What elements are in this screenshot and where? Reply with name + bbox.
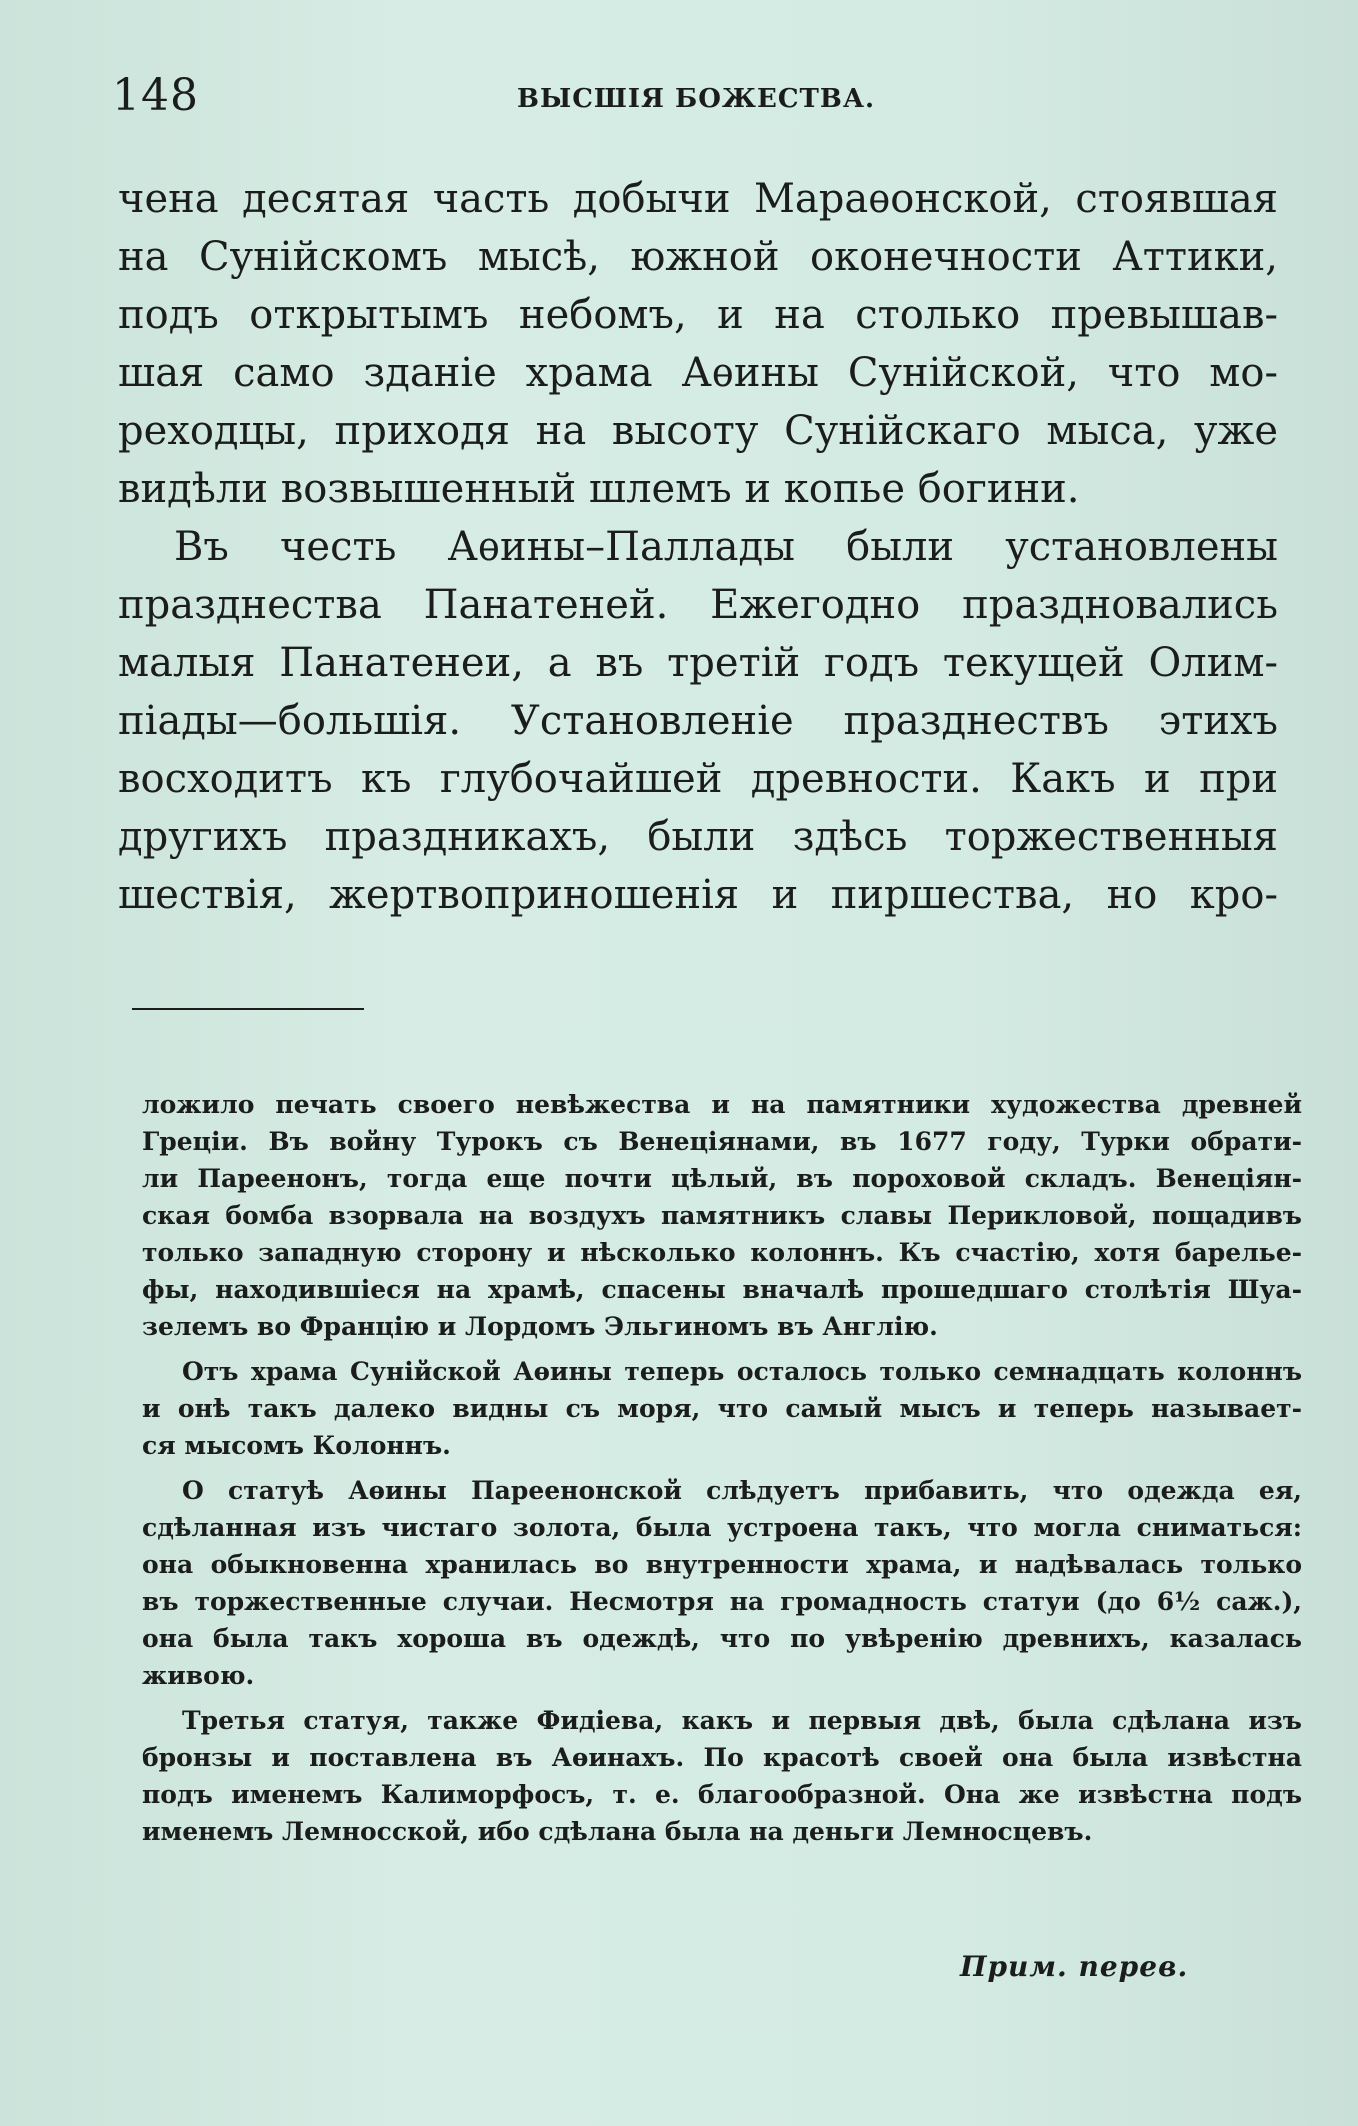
footnote-line: О статуѣ Аѳины Пареенонской слѣдуетъ прибавить, что одежда ея,	[182, 1476, 1302, 1505]
footnote-line: Отъ храма Сунійской Аѳины теперь осталось только семнадцать колоннъ	[182, 1357, 1302, 1386]
footnotes	[142, 1086, 1302, 1858]
text-line: видѣли возвышенный шлемъ и копье богини.	[118, 466, 1080, 512]
footnote-line: зелемъ во Францію и Лордомъ Эльгиномъ въ Англію.	[142, 1312, 938, 1341]
text-line: чена десятая часть добычи Мараѳонской, стоявшая	[118, 176, 1278, 222]
running-title: ВЫСШІЯ БОЖЕСТВА.	[517, 84, 876, 114]
text-line: малыя Панатенеи, а въ третій годъ текущей Олим-	[118, 640, 1278, 686]
footnote-line: только западную сторону и нѣсколько колоннъ. Къ счастію, хотя барелье-	[142, 1238, 1302, 1267]
footnote-line: ская бомба взорвала на воздухъ памятникъ славы Перикловой, пощадивъ	[142, 1201, 1302, 1230]
text-line: піады—большія. Установленіе празднествъ этихъ	[118, 698, 1278, 744]
footnote-2	[142, 1353, 1302, 1464]
footnote-line: сдѣланная изъ чистаго золота, была устроена такъ, что могла сниматься:	[142, 1513, 1302, 1542]
text-line: подъ открытымъ небомъ, и на столько превышав-	[118, 292, 1278, 338]
paragraph-2	[118, 518, 1278, 924]
text-line: Въ честь Аѳины–Паллады были установлены	[174, 524, 1278, 570]
footnote-1	[142, 1086, 1302, 1345]
footnote-line: подъ именемъ Калиморфосъ, т. е. благообразной. Она же извѣстна подъ	[142, 1780, 1302, 1809]
footnote-line: и онѣ такъ далеко видны съ моря, что самый мысъ и теперь называет-	[142, 1394, 1302, 1423]
footnote-line: ли Пареенонъ, тогда еще почти цѣлый, въ пороховой складъ. Венеціян-	[142, 1164, 1302, 1193]
text-line: другихъ праздникахъ, были здѣсь торжественныя	[118, 814, 1278, 860]
footnote-line: бронзы и поставлена въ Аѳинахъ. По красотѣ своей она была извѣстна	[142, 1743, 1302, 1772]
text-line: реходцы, приходя на высоту Сунійскаго мыса, уже	[118, 408, 1278, 454]
footnote-divider	[132, 1008, 364, 1010]
main-text	[118, 170, 1278, 924]
footnote-line: Греціи. Въ войну Турокъ съ Венеціянами, въ 1677 году, Турки обрати-	[142, 1127, 1302, 1156]
text-line: восходитъ къ глубочайшей древности. Какъ и при	[118, 756, 1278, 802]
footnote-line: ложило печать своего невѣжества и на памятники художества древней	[142, 1090, 1302, 1119]
footnote-line: ся мысомъ Колоннъ.	[142, 1431, 451, 1460]
footnote-line: живою.	[142, 1661, 255, 1690]
translator-note-signature: Прим. перев.	[960, 1950, 1189, 1983]
page-number: 148	[112, 70, 199, 121]
footnote-3	[142, 1472, 1302, 1694]
footnote-line: она была такъ хороша въ одеждѣ, что по увѣренію древнихъ, казалась	[142, 1624, 1302, 1653]
footnote-line: въ торжественные случаи. Несмотря на громадность статуи (до 6½ саж.),	[142, 1587, 1302, 1616]
text-line: шая само зданіе храма Аѳины Сунійской, что мо-	[118, 350, 1278, 396]
text-line: шествія, жертвоприношенія и пиршества, но кро-	[118, 872, 1278, 918]
footnote-line: именемъ Лемносской, ибо сдѣлана была на деньги Лемносцевъ.	[142, 1817, 1093, 1846]
footnote-line: Третья статуя, также Фидіева, какъ и первыя двѣ, была сдѣлана изъ	[182, 1706, 1302, 1735]
text-line: на Сунійскомъ мысѣ, южной оконечности Аттики,	[118, 234, 1278, 280]
paragraph-1	[118, 170, 1278, 518]
footnote-line: она обыкновенна хранилась во внутренности храма, и надѣвалась только	[142, 1550, 1302, 1579]
text-line: празднества Панатеней. Ежегодно праздновались	[118, 582, 1278, 628]
page-header	[112, 70, 1262, 120]
footnote-line: фы, находившіеся на храмѣ, спасены вначалѣ прошедшаго столѣтія Шуа-	[142, 1275, 1302, 1304]
footnote-4	[142, 1702, 1302, 1850]
